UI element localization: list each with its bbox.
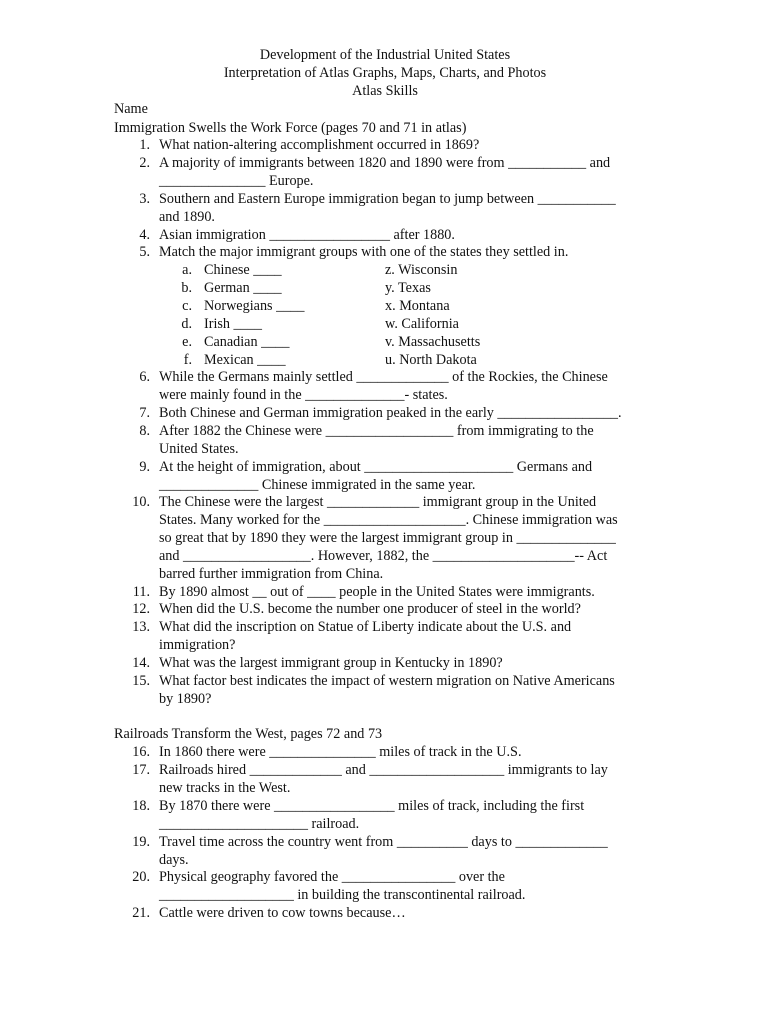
question-number: 13. (132, 619, 150, 635)
document-header (114, 46, 656, 100)
question-text-cont: _____________________ railroad. (159, 816, 360, 832)
question-text: Both Chinese and German immigration peaked in the early _________________. (159, 405, 622, 421)
question-text-cont: barred further immigration from China. (159, 566, 384, 582)
question-number: 18. (132, 798, 150, 814)
question-number: 9. (139, 459, 150, 475)
match-letter: e. (182, 334, 192, 350)
question-text-cont: _______________ Europe. (159, 173, 314, 189)
question-text: Match the major immigrant groups with one of the states they settled in. (159, 244, 569, 260)
question-text: After 1882 the Chinese were __________________ from immigrating to the (159, 423, 594, 439)
question-text: By 1870 there were _________________ miles of track, including the first (159, 798, 585, 814)
question-number: 4. (139, 227, 150, 243)
match-letter: d. (181, 316, 192, 332)
question-text: By 1890 almost __ out of ____ people in the United States were immigrants. (159, 584, 595, 600)
match-state: u. North Dakota (385, 352, 477, 368)
match-letter: f. (183, 352, 192, 368)
question-text-cont: by 1890? (159, 691, 212, 707)
question-number: 17. (132, 762, 150, 778)
question-number: 14. (132, 655, 150, 671)
question-text-cont: and 1890. (159, 209, 215, 225)
question-number: 16. (132, 744, 150, 760)
question-text: Physical geography favored the ________________ over the (159, 869, 505, 885)
match-state: z. Wisconsin (385, 262, 458, 278)
name-label: Name (114, 101, 148, 117)
question-text: The Chinese were the largest _____________ immigrant group in the United (159, 494, 597, 510)
question-text-cont: new tracks in the West. (159, 780, 291, 796)
question-text: When did the U.S. become the number one producer of steel in the world? (159, 601, 581, 617)
match-group: Canadian ____ (204, 334, 290, 350)
question-text: What nation-altering accomplishment occurred in 1869? (159, 137, 480, 153)
question-number: 7. (139, 405, 150, 421)
question-text: Cattle were driven to cow towns because… (159, 905, 406, 921)
question-text: While the Germans mainly settled _____________ of the Rockies, the Chinese (159, 369, 608, 385)
section-title-railroads: Railroads Transform the West, pages 72 and 73 (114, 726, 383, 742)
question-text-cont: States. Many worked for the ____________________. Chinese immigration was (159, 512, 618, 528)
question-number: 5. (139, 244, 150, 260)
question-text-cont: days. (159, 852, 189, 868)
question-number: 6. (139, 369, 150, 385)
question-number: 15. (132, 673, 150, 689)
question-text-cont: were mainly found in the ______________- states. (159, 387, 448, 403)
match-state: w. California (385, 316, 459, 332)
question-text-cont: ___________________ in building the transcontinental railroad. (159, 887, 526, 903)
question-text-cont: and __________________. However, 1882, the ____________________-- Act (159, 548, 608, 564)
question-text-cont: United States. (159, 441, 239, 457)
question-number: 19. (132, 834, 150, 850)
match-letter: b. (181, 280, 192, 296)
question-number: 3. (139, 191, 150, 207)
header-subtitle: Interpretation of Atlas Graphs, Maps, Charts, and Photos (223, 65, 547, 81)
question-text: A majority of immigrants between 1820 and 1890 were from ___________ and (159, 155, 611, 171)
question-number: 12. (132, 601, 150, 617)
header-skills: Atlas Skills (352, 83, 418, 99)
question-text: Southern and Eastern Europe immigration began to jump between ___________ (159, 191, 616, 207)
section-title-immigration: Immigration Swells the Work Force (pages 70 and 71 in atlas) (114, 120, 467, 136)
question-number: 10. (132, 494, 150, 510)
question-text: At the height of immigration, about _____________________ Germans and (159, 459, 593, 475)
question-text: In 1860 there were _______________ miles of track in the U.S. (159, 744, 522, 760)
match-group: Mexican ____ (204, 352, 286, 368)
match-state: v. Massachusetts (385, 334, 481, 350)
header-title: Development of the Industrial United States (259, 47, 511, 63)
question-text-cont: so great that by 1890 they were the largest immigrant group in ______________ (159, 530, 616, 546)
match-group: Chinese ____ (204, 262, 282, 278)
question-text: Travel time across the country went from __________ days to _____________ (159, 834, 608, 850)
match-letter: c. (182, 298, 192, 314)
match-letter: a. (182, 262, 192, 278)
question-text-cont: ______________ Chinese immigrated in the same year. (159, 477, 476, 493)
question-number: 11. (132, 584, 150, 600)
match-state: y. Texas (385, 280, 431, 296)
question-text-cont: immigration? (159, 637, 236, 653)
question-text: Asian immigration _________________ after 1880. (159, 227, 455, 243)
question-text: What factor best indicates the impact of western migration on Native Americans (159, 673, 615, 689)
question-number: 20. (132, 869, 150, 885)
match-group: Norwegians ____ (204, 298, 305, 314)
match-group: Irish ____ (204, 316, 262, 332)
match-state: x. Montana (385, 298, 450, 314)
question-text: Railroads hired _____________ and ___________________ immigrants to lay (159, 762, 608, 778)
question-text: What was the largest immigrant group in Kentucky in 1890? (159, 655, 503, 671)
question-text: What did the inscription on Statue of Liberty indicate about the U.S. and (159, 619, 572, 635)
question-number: 21. (132, 905, 150, 921)
question-number: 1. (139, 137, 150, 153)
question-number: 2. (139, 155, 150, 171)
question-number: 8. (139, 423, 150, 439)
match-group: German ____ (204, 280, 282, 296)
